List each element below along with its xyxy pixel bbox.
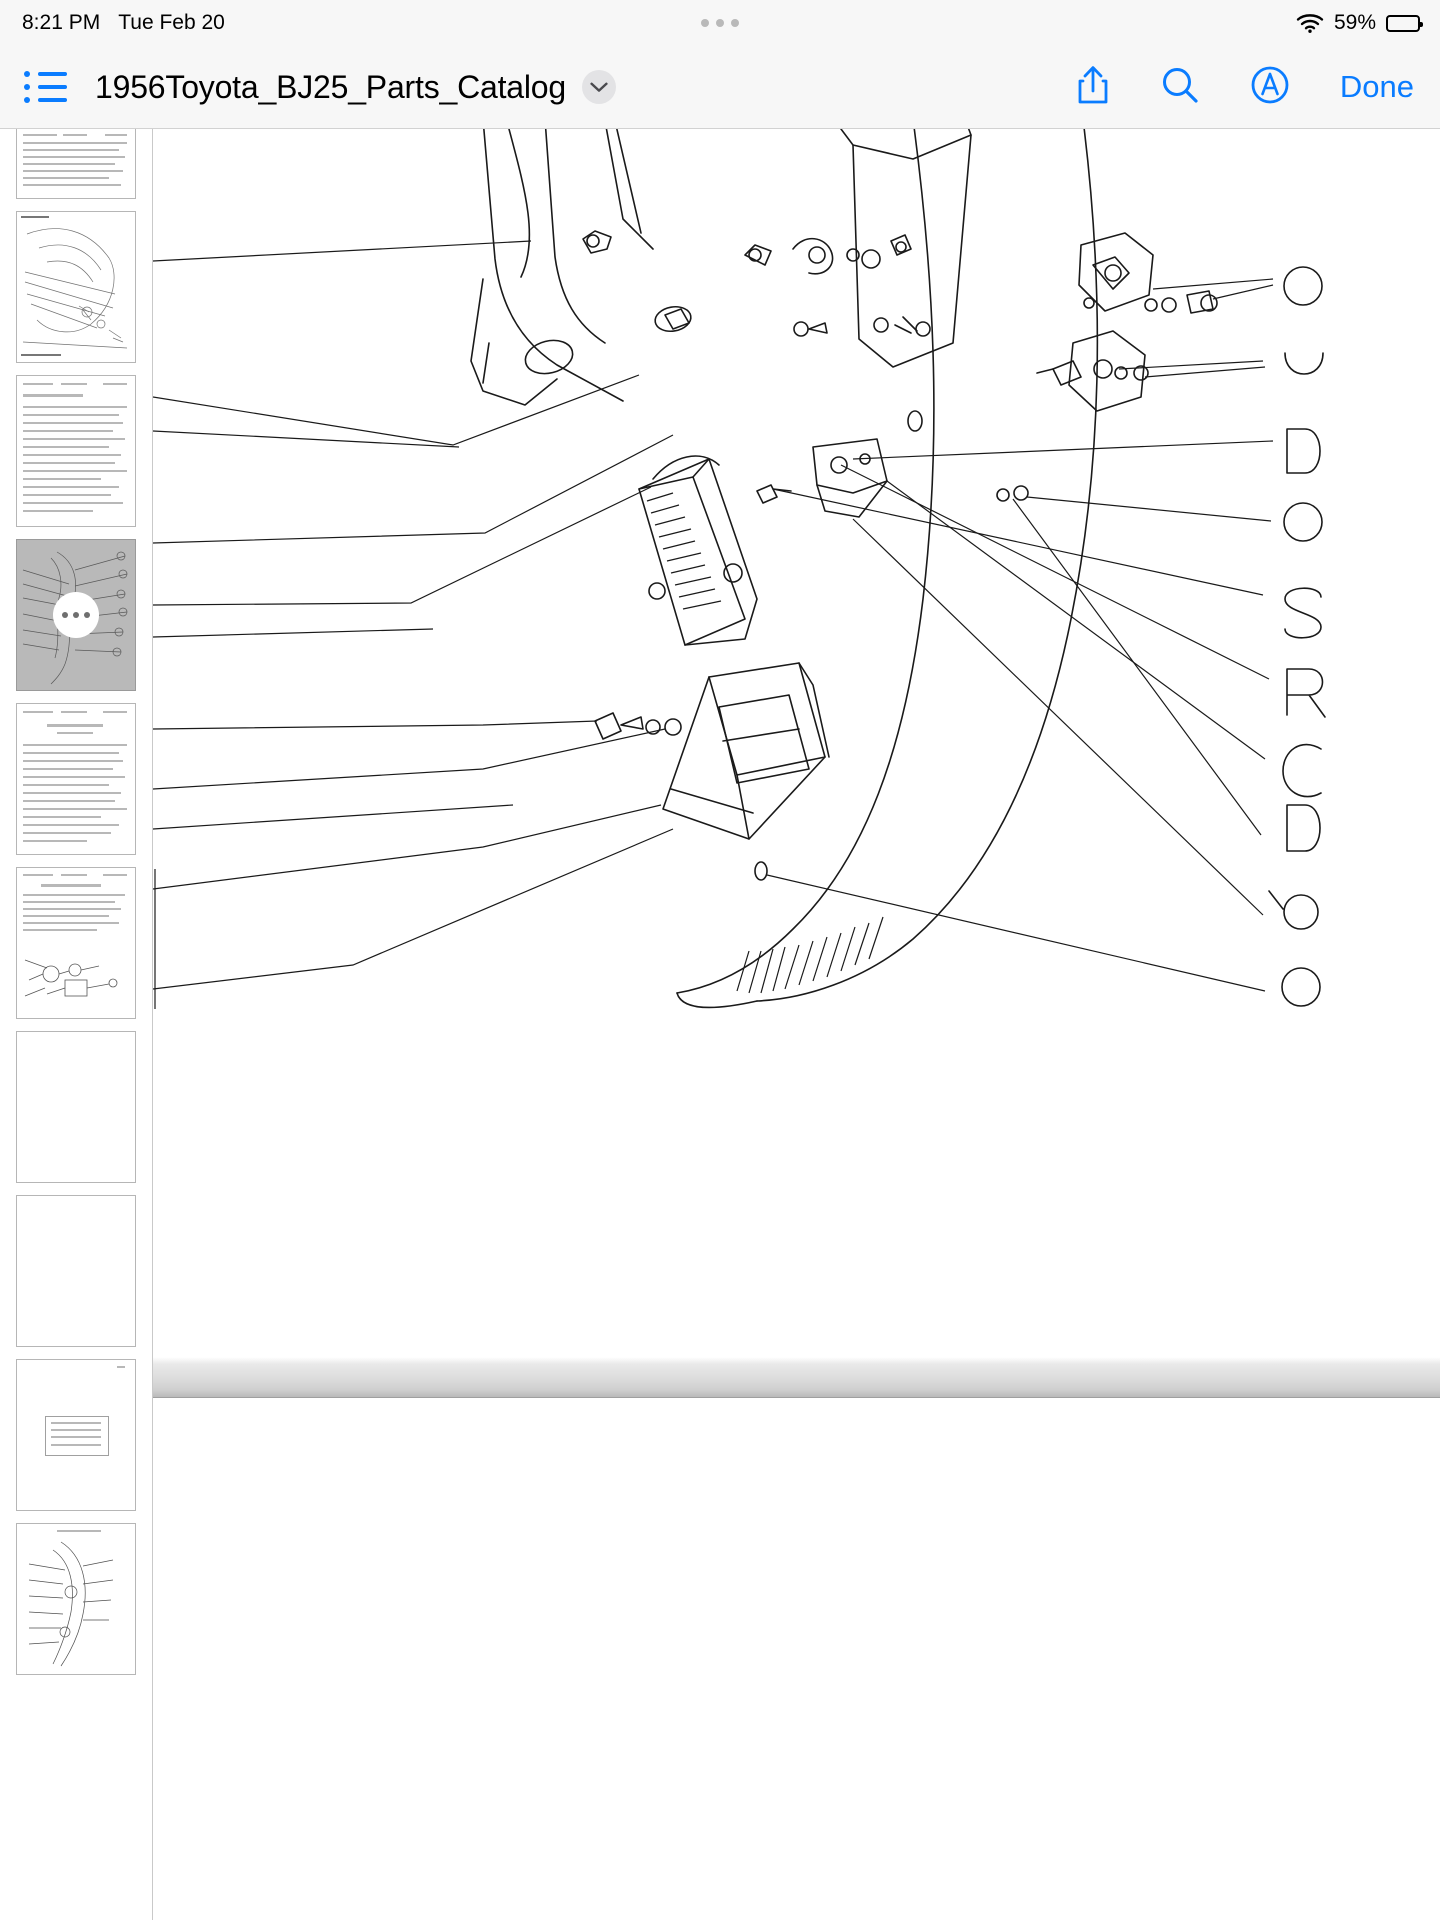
thumbnail-sidebar[interactable] — [0, 129, 153, 1920]
thumbnail-page-6[interactable] — [16, 867, 136, 1019]
chevron-down-icon[interactable] — [582, 70, 616, 104]
status-date: Tue Feb 20 — [118, 11, 225, 34]
document-title: 1956Toyota_BJ25_Parts_Catalog — [95, 68, 566, 105]
search-icon[interactable] — [1160, 65, 1200, 110]
navigation-actions — [1076, 64, 1414, 111]
share-icon[interactable] — [1076, 64, 1110, 111]
thumbnail-page-1[interactable] — [16, 129, 136, 199]
content-area — [0, 129, 1440, 1920]
thumbnail-page-3[interactable] — [16, 375, 136, 527]
dot-icon — [716, 19, 724, 27]
thumbnail-page-8[interactable] — [16, 1195, 136, 1347]
dot-icon — [731, 19, 739, 27]
thumbnail-page-9[interactable] — [16, 1359, 136, 1511]
battery-percent-label: 59% — [1333, 11, 1376, 34]
pdf-page-sheet — [153, 129, 1440, 1920]
markup-pen-icon[interactable] — [1250, 65, 1290, 110]
thumbnail-page-10[interactable] — [16, 1523, 136, 1675]
navigation-bar — [0, 46, 1440, 129]
battery-icon — [1386, 15, 1420, 32]
wifi-icon — [1296, 13, 1324, 33]
thumbnail-page-4[interactable] — [16, 539, 136, 691]
thumbnail-more-badge[interactable] — [53, 592, 99, 638]
status-bar — [0, 0, 1440, 46]
status-bar-right — [1296, 0, 1420, 46]
thumbnail-page-7[interactable] — [16, 1031, 136, 1183]
pdf-page-view[interactable] — [153, 129, 1440, 1920]
thumbnail-list-icon[interactable] — [24, 71, 67, 103]
page-break — [153, 1357, 1440, 1398]
dot-icon — [701, 19, 709, 27]
done-button[interactable]: Done — [1339, 69, 1414, 104]
status-bar-left — [22, 11, 225, 35]
thumbnail-page-5[interactable] — [16, 703, 136, 855]
status-time: 8:21 PM — [22, 11, 101, 34]
thumbnail-page-2[interactable] — [16, 211, 136, 363]
parts-exploded-diagram — [153, 129, 1440, 1369]
three-dots-indicator — [701, 0, 739, 46]
